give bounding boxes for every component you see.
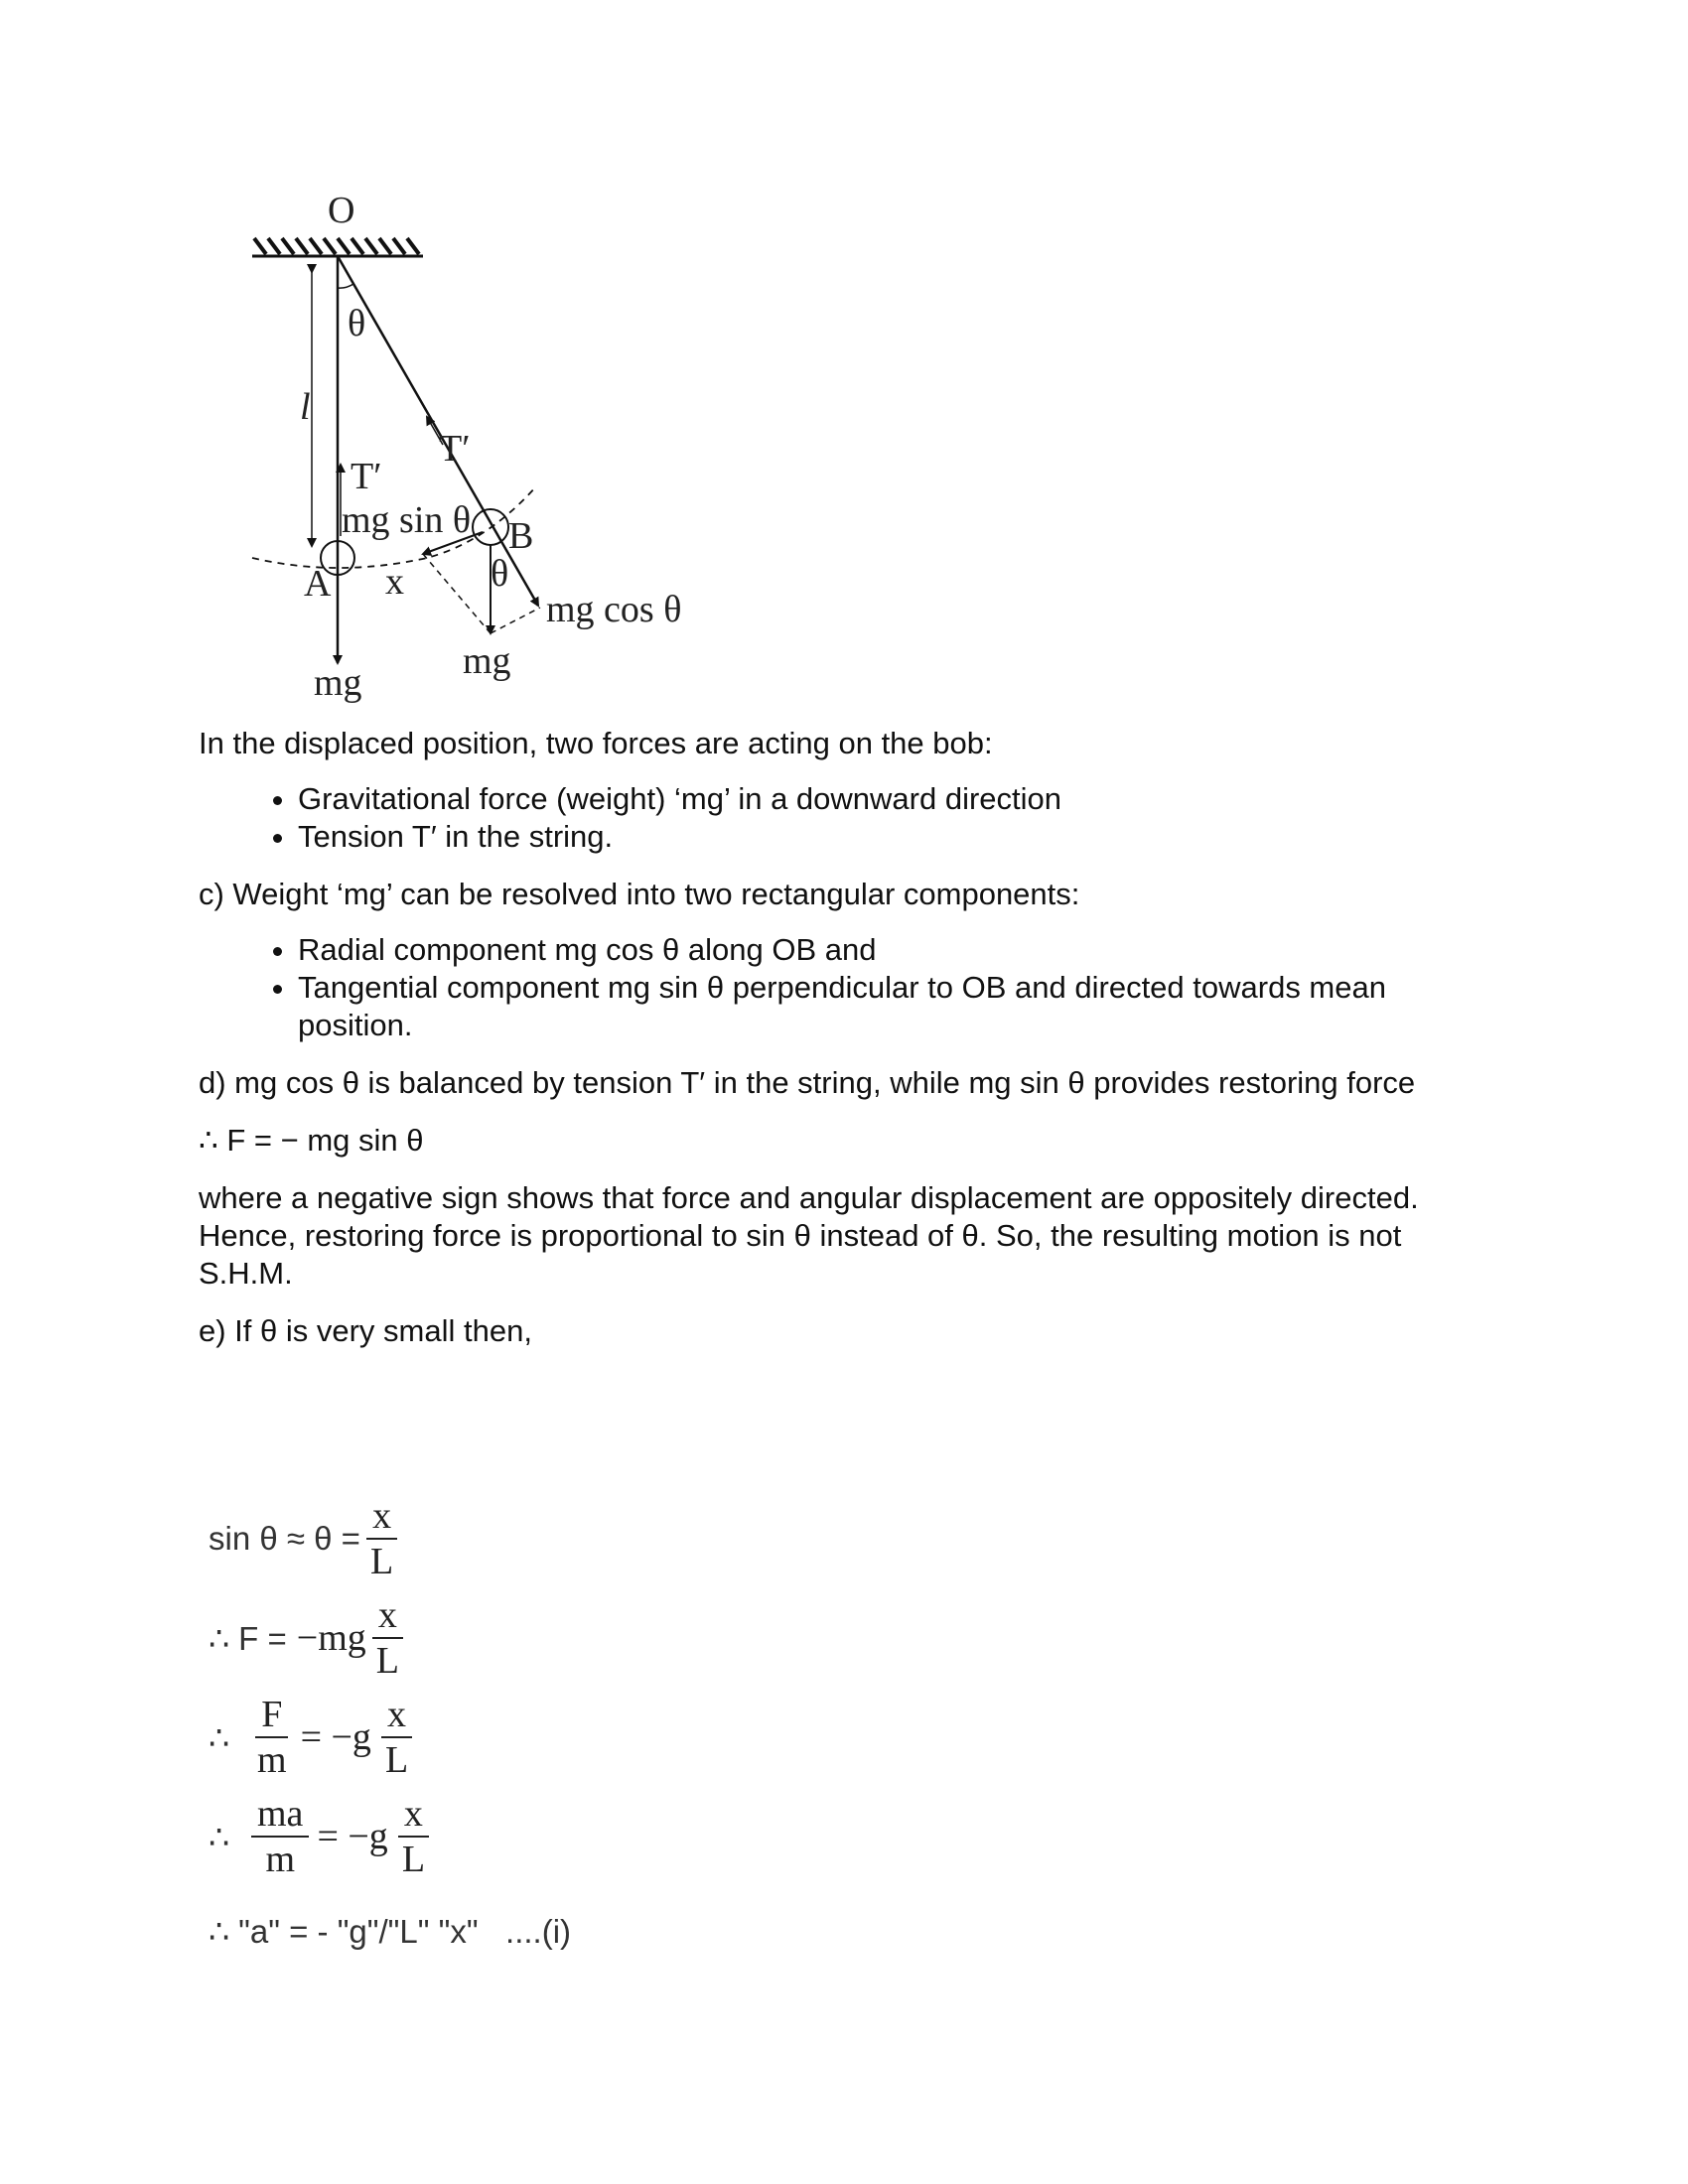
eq5-text: ∴ "a" = - "g"/"L" "x" ....(i) bbox=[209, 1912, 572, 1950]
numerator: x bbox=[381, 1693, 412, 1738]
list-item: • Gravitational force (weight) ‘mg’ in a downward direction bbox=[298, 780, 1489, 818]
label-l: l bbox=[300, 386, 311, 428]
list-item: • Tangential component mg sin θ perpendicular to OB and directed towards mean position. bbox=[298, 969, 1489, 1044]
list-item: • Radial component mg cos θ along OB and bbox=[298, 931, 1489, 969]
label-O: O bbox=[328, 190, 355, 231]
therefore-symbol: ∴ bbox=[209, 1718, 229, 1756]
list-item: • Tension T′ in the string. bbox=[298, 818, 1489, 856]
fraction-x-over-L bbox=[370, 1593, 405, 1683]
equation-4 bbox=[209, 1787, 904, 1886]
denominator: m bbox=[257, 1739, 287, 1781]
label-T-right: T′ bbox=[439, 428, 471, 470]
eq3-mid: = −g bbox=[300, 1716, 371, 1758]
paragraph-components: c) Weight ‘mg’ can be resolved into two rectangular components: bbox=[199, 877, 1080, 911]
numerator: x bbox=[366, 1494, 397, 1540]
numerator: F bbox=[255, 1693, 288, 1738]
numerator: ma bbox=[251, 1792, 309, 1838]
numerator: x bbox=[398, 1792, 429, 1838]
denominator: m bbox=[265, 1839, 295, 1880]
equation-1 bbox=[209, 1489, 904, 1588]
label-B: B bbox=[508, 515, 534, 557]
eq2-left: ∴ F = bbox=[209, 1619, 287, 1657]
denominator: L bbox=[401, 1839, 426, 1880]
label-A: A bbox=[304, 563, 332, 605]
equation-restoring-force: ∴ F = − mg sin θ bbox=[199, 1123, 424, 1158]
forces-list bbox=[199, 780, 1489, 856]
fraction-x-over-L bbox=[364, 1494, 399, 1583]
eq2-mid: −mg bbox=[296, 1617, 366, 1659]
therefore-symbol: ∴ bbox=[209, 1818, 229, 1855]
paragraph-small-theta: e) If θ is very small then, bbox=[199, 1313, 532, 1348]
paragraph-negative-sign: where a negative sign shows that force and angular displacement are oppositely directed. bbox=[199, 1180, 1419, 1215]
angle-arc-top bbox=[338, 284, 353, 288]
denominator: L bbox=[375, 1640, 399, 1682]
eq4-mid: = −g bbox=[317, 1816, 388, 1857]
equation-5 bbox=[209, 1886, 904, 1976]
numerator: x bbox=[372, 1593, 403, 1639]
denominator: L bbox=[384, 1739, 409, 1781]
fraction-x-over-L bbox=[396, 1792, 431, 1881]
equation-3 bbox=[209, 1688, 904, 1787]
text-content bbox=[199, 725, 1489, 1350]
denominator: L bbox=[369, 1541, 394, 1582]
fraction-ma-over-m bbox=[251, 1792, 309, 1881]
pendulum-diagram bbox=[238, 189, 695, 705]
label-T-left: T′ bbox=[351, 456, 382, 497]
paragraph-displaced-position: In the displaced position, two forces are acting on the bob: bbox=[199, 726, 993, 760]
paragraph-balanced: d) mg cos θ is balanced by tension T′ in the string, while mg sin θ provides restoring force bbox=[199, 1065, 1416, 1100]
label-mg-sin: mg sin θ bbox=[342, 499, 472, 541]
label-mg-left: mg bbox=[314, 662, 362, 704]
fraction-F-over-m bbox=[251, 1693, 293, 1782]
math-derivation bbox=[209, 1489, 904, 1976]
label-mg-right: mg bbox=[463, 640, 511, 682]
equation-2 bbox=[209, 1588, 904, 1688]
fraction-x-over-L bbox=[379, 1693, 414, 1782]
eq1-left: sin θ ≈ θ = bbox=[209, 1520, 360, 1557]
label-theta-low: θ bbox=[491, 553, 509, 595]
label-theta-top: θ bbox=[348, 303, 366, 344]
label-x: x bbox=[385, 561, 404, 603]
paragraph-proportional: Hence, restoring force is proportional to sin θ instead of θ. So, the resulting motion is not bbox=[199, 1218, 1402, 1253]
ceiling-support bbox=[252, 238, 423, 256]
label-mg-cos: mg cos θ bbox=[546, 589, 682, 630]
paragraph-shm: S.H.M. bbox=[199, 1256, 293, 1291]
component-dash-2 bbox=[491, 608, 540, 633]
component-dash-1 bbox=[423, 554, 491, 633]
components-list bbox=[199, 931, 1489, 1044]
